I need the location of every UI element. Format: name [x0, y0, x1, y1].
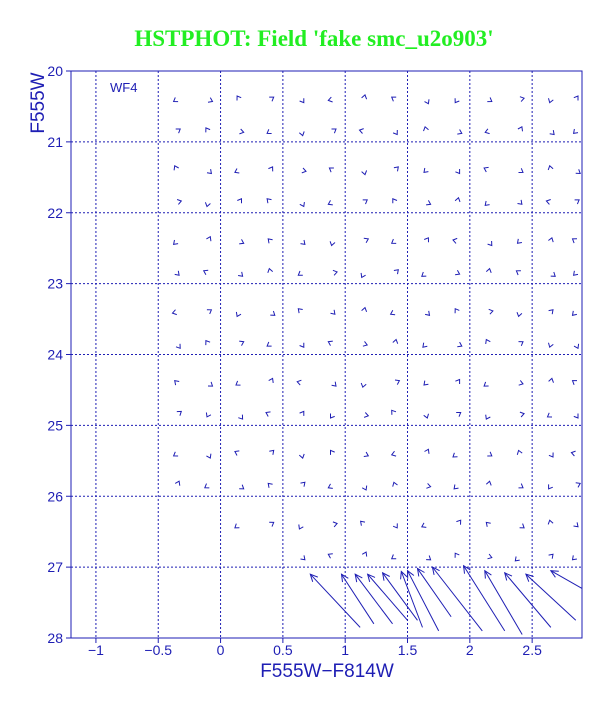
vector-mark [267, 342, 272, 346]
long-vector-head [485, 571, 492, 579]
vector-mark [519, 484, 524, 488]
vector-mark [329, 168, 334, 172]
vector-mark [206, 454, 211, 458]
vector-mark [206, 237, 211, 242]
x-tick-label: −0.5 [144, 642, 173, 658]
vector-mark [362, 552, 367, 557]
vector-mark [395, 380, 399, 385]
vector-mark [268, 167, 272, 172]
vector-mark [328, 97, 332, 102]
vector-mark [300, 411, 304, 416]
y-tick-label: 26 [47, 488, 63, 505]
vector-mark [239, 341, 244, 346]
vector-mark [574, 129, 578, 133]
vector-mark [328, 554, 333, 559]
y-axis-label: F555W [28, 72, 49, 134]
vector-mark [237, 199, 241, 204]
x-axis-label: F555W−F814W [260, 661, 394, 682]
vector-mark [518, 200, 522, 204]
vector-mark [394, 270, 398, 274]
panel-label: WF4 [110, 80, 138, 95]
x-tick-label: 0.5 [273, 642, 293, 658]
vector-mark [548, 166, 553, 170]
long-vector-line [485, 571, 522, 635]
vector-mark [393, 130, 397, 135]
vector-mark [204, 270, 209, 275]
vector-mark [422, 523, 427, 528]
vector-mark [425, 99, 430, 103]
vector-mark [269, 97, 274, 101]
vector-mark [549, 310, 553, 314]
vector-mark [268, 239, 272, 243]
vector-mark [394, 167, 398, 171]
vector-mark [177, 411, 182, 415]
vector-mark [516, 271, 521, 275]
vector-mark [548, 238, 553, 242]
vector-mark [486, 415, 491, 419]
vector-mark [332, 129, 337, 133]
vector-mark [207, 169, 211, 173]
vector-mark [519, 168, 524, 172]
vector-mark [205, 484, 210, 488]
vector-mark [456, 413, 461, 417]
vector-mark [546, 200, 550, 205]
vector-mark [299, 131, 304, 135]
vector-mark [520, 97, 524, 102]
vector-mark [574, 271, 578, 275]
vector-mark [268, 269, 273, 273]
vector-mark [453, 238, 457, 243]
vector-mark [549, 554, 553, 558]
long-vector-line [551, 571, 582, 589]
vector-mark [488, 241, 492, 246]
vector-mark [550, 130, 554, 134]
vector-mark [331, 450, 335, 455]
vector-mark [174, 97, 179, 101]
y-tick-label: 20 [47, 63, 63, 79]
vector-mark [393, 482, 398, 486]
vector-mark [176, 129, 181, 133]
vector-mark [333, 270, 337, 275]
vector-mark [486, 522, 490, 526]
vector-mark [519, 342, 524, 346]
y-tick-label: 22 [47, 204, 63, 221]
vector-mark [549, 378, 554, 382]
vector-mark [392, 555, 397, 559]
vector-mark [362, 308, 367, 312]
vector-mark [363, 341, 367, 346]
vector-mark [328, 341, 333, 346]
long-vectors [310, 566, 582, 635]
vector-mark [299, 454, 304, 458]
vector-mark [573, 239, 578, 243]
vector-mark [301, 482, 305, 486]
vector-mark [574, 414, 578, 419]
vector-mark [571, 451, 575, 456]
vector-mark [424, 168, 428, 172]
vector-mark [175, 481, 180, 486]
vector-mark [331, 414, 335, 419]
vector-mark [174, 452, 179, 456]
vector-mark [576, 169, 581, 173]
y-tick-label: 25 [47, 417, 63, 434]
x-tick-label: 1.5 [397, 642, 418, 658]
long-vector-line [464, 566, 505, 631]
vector-mark [424, 127, 429, 131]
vector-mark [549, 453, 553, 458]
vector-mark [268, 483, 272, 487]
vector-mark [177, 200, 181, 205]
vector-mark [331, 310, 335, 314]
vector-mark [574, 96, 578, 101]
vector-mark [454, 485, 458, 489]
vector-mark [235, 451, 239, 456]
vector-mark [364, 452, 369, 457]
vector-mark [517, 450, 522, 454]
vector-mark [362, 486, 367, 490]
vector-mark [484, 382, 489, 386]
vector-mark [457, 342, 462, 347]
vector-mark [574, 344, 579, 349]
vector-mark [300, 202, 305, 206]
vector-mark [301, 240, 305, 244]
vector-mark [457, 130, 462, 135]
vector-mark [361, 273, 366, 278]
x-tick-label: 2.5 [522, 642, 542, 658]
vector-mark [487, 97, 492, 101]
vector-mark [332, 382, 336, 386]
vector-mark [238, 272, 243, 276]
vector-mark [424, 414, 429, 418]
vector-mark [208, 382, 213, 386]
vector-mark [269, 378, 274, 383]
vector-mark [298, 271, 303, 275]
vector-mark [239, 485, 244, 489]
vector-mark [455, 270, 460, 275]
vector-mark [206, 341, 210, 346]
vector-mark [236, 381, 241, 385]
vector-mark [488, 554, 492, 559]
vector-mark [551, 272, 556, 276]
vector-mark [549, 484, 553, 489]
vector-mark [455, 309, 459, 314]
x-tick-label: 0 [216, 642, 225, 658]
vector-mark [519, 380, 523, 385]
vector-mark [235, 524, 240, 528]
vector-mark [269, 450, 273, 454]
vector-mark [425, 449, 430, 454]
vector-mark [455, 198, 460, 202]
vector-mark [423, 343, 427, 348]
vector-mark [573, 555, 577, 559]
vector-mark [176, 344, 180, 349]
vector-mark [489, 309, 493, 314]
vector-mark [576, 483, 581, 488]
vector-mark [270, 311, 275, 315]
vector-mark [328, 200, 333, 205]
long-vector-line [310, 574, 360, 627]
long-vector-line [368, 574, 408, 620]
vector-mark [205, 202, 210, 206]
vector-mark [364, 413, 368, 418]
long-vector-line [505, 573, 551, 628]
vector-mark [362, 95, 367, 99]
vector-mark [361, 383, 366, 387]
y-tick-label: 21 [47, 133, 63, 150]
x-tick-label: −1 [87, 642, 104, 658]
vector-mark [297, 380, 301, 385]
vector-mark [548, 413, 553, 417]
vector-mark [266, 412, 271, 417]
chart-title: HSTPHOT: Field 'fake smc_u2o903' [134, 26, 494, 51]
vector-mark [485, 129, 489, 134]
vector-mark [175, 271, 179, 275]
vector-mark [456, 520, 460, 525]
vector-mark [487, 452, 492, 456]
vector-mark [455, 169, 459, 174]
vector-mark [515, 557, 519, 561]
vector-mark [574, 522, 579, 526]
vector-mark [391, 310, 396, 315]
vector-mark [363, 200, 368, 204]
vector-mark [392, 410, 396, 415]
y-tick-label: 24 [47, 346, 63, 363]
vector-mark [393, 340, 398, 344]
y-tick-label: 28 [47, 630, 63, 646]
x-tick-label: 2 [465, 642, 474, 658]
vector-mark [392, 451, 396, 456]
vector-mark [575, 200, 580, 204]
vector-mark [486, 340, 491, 344]
vector-mark [330, 241, 335, 245]
vector-mark [518, 127, 523, 132]
vector-mark [174, 166, 179, 171]
vector-mark [517, 312, 522, 316]
vector-mark [328, 484, 333, 489]
vector-mark [424, 238, 428, 243]
vector-mark [206, 128, 210, 132]
long-vector-line [417, 569, 451, 617]
vector-mark [453, 453, 458, 457]
vector-mark [485, 201, 489, 205]
vector-mark [486, 269, 491, 273]
vector-mark [208, 98, 213, 103]
vector-mark [426, 483, 430, 488]
vector-mark [173, 310, 177, 315]
long-vector-line [432, 567, 482, 631]
vector-mark [484, 167, 489, 172]
vector-mark [548, 520, 553, 524]
vector-mark [299, 525, 304, 530]
vector-mark [424, 381, 428, 385]
vector-mark [302, 168, 306, 173]
vector-mark [300, 343, 304, 348]
vector-mark [267, 129, 272, 133]
vector-mark [518, 239, 522, 243]
y-tick-label: 27 [47, 559, 63, 576]
vector-mark [269, 522, 274, 526]
vector-mark [235, 169, 239, 174]
x-tick-label: 1 [341, 642, 350, 658]
vector-mark [360, 129, 364, 134]
vector-mark [333, 522, 337, 527]
vector-mark [392, 97, 397, 101]
vector-mark [422, 272, 427, 276]
vector-mark [486, 481, 491, 485]
vector-mark [267, 199, 271, 203]
vector-mark [298, 309, 302, 313]
vector-mark [239, 239, 244, 244]
long-vector-line [341, 574, 373, 624]
vector-mark [455, 553, 459, 558]
vector-mark [206, 413, 211, 417]
vector-mark [425, 311, 429, 315]
vector-mark [573, 311, 577, 315]
vector-mark [549, 343, 554, 347]
vector-mark [455, 380, 459, 385]
vector-mark [207, 310, 212, 314]
vector-mark [238, 415, 242, 420]
vector-mark [174, 240, 179, 244]
y-tick-label: 23 [47, 275, 63, 292]
vector-mark [239, 129, 243, 134]
vector-mark [393, 199, 397, 204]
vector-mark [236, 312, 241, 317]
vector-mark [520, 524, 525, 528]
vector-mark [426, 556, 431, 560]
vector-mark [549, 98, 554, 102]
vector-mark [520, 412, 524, 417]
vector-mark [393, 523, 397, 528]
vector-mark [426, 200, 431, 205]
grid [71, 71, 582, 638]
vector-mark [364, 238, 369, 243]
vector-mark [573, 381, 578, 385]
vector-mark [362, 170, 367, 174]
vector-mark [300, 98, 304, 102]
vector-mark [392, 239, 397, 243]
vector-mark [361, 521, 365, 525]
vectors [173, 95, 581, 561]
vector-mark [301, 555, 305, 559]
vector-mark [237, 96, 241, 101]
vector-mark [455, 98, 459, 102]
vector-mark [175, 381, 180, 386]
